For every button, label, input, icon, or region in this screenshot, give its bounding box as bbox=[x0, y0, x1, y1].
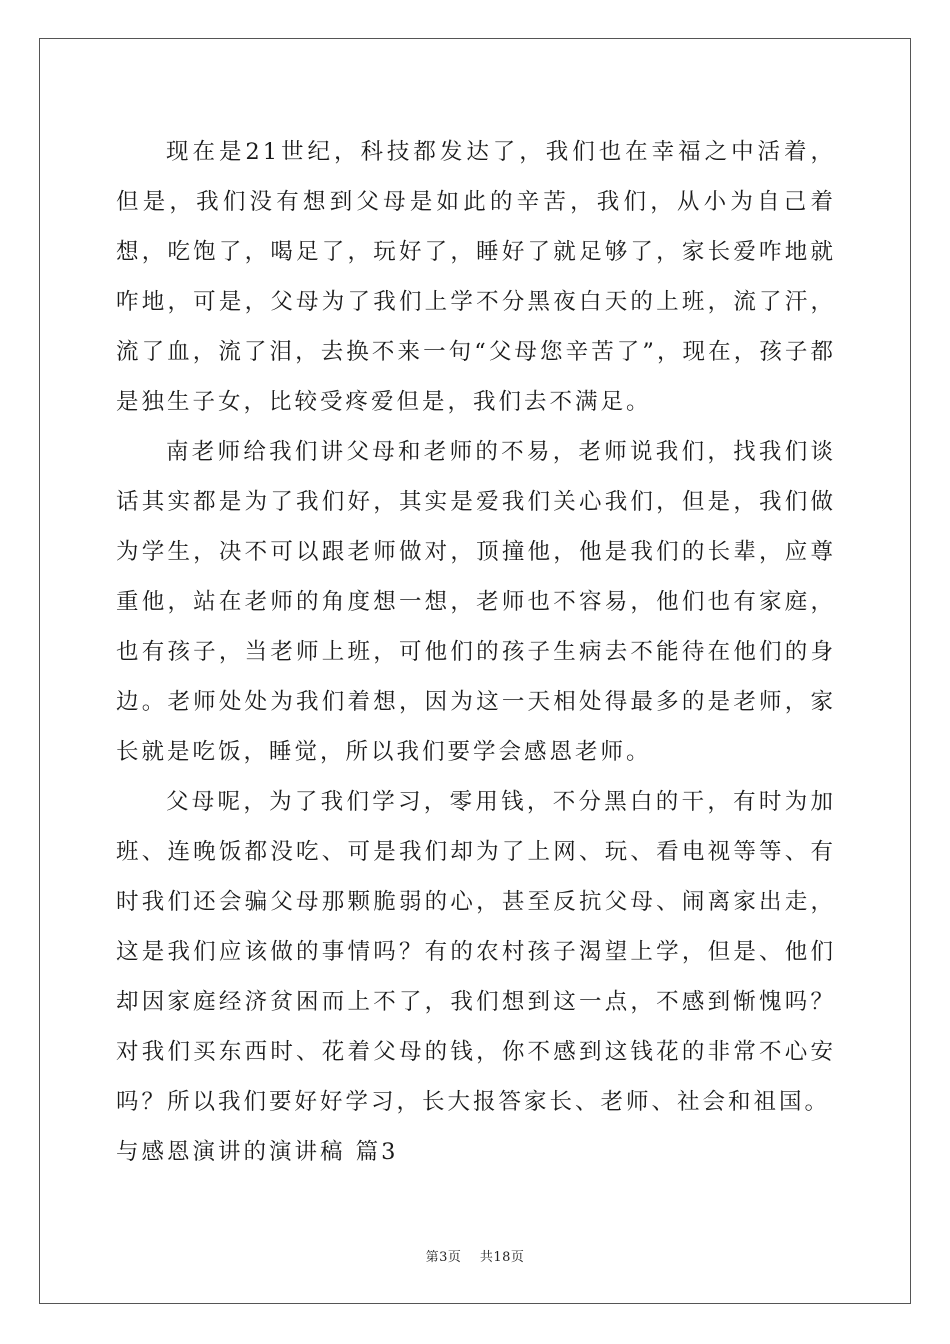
section-heading: 与感恩演讲的演讲稿 篇3 bbox=[116, 1139, 399, 1165]
page-number: 第3页 bbox=[425, 1250, 462, 1265]
page-footer bbox=[0, 1246, 950, 1265]
paragraph-3: 父母呢，为了我们学习，零用钱，不分黑白的干，有时为加班、连晚饭都没吃、可是我们却为了上网、玩、看电视等等、有时我们还会骗父母那颗脆弱的心，甚至反抗父母、闹离家出走，这是我们应该做的事情吗？有的农村孩子渴望上学，但是、他们却因家庭经济贫困而上不了，我们想到这一点，不感到惭愧吗？对我们买东西时、花着父母的钱，你不感到这钱花的非常不心安吗？所以我们要好好学习，长大报答家长、老师、社会和祖国。 bbox=[116, 789, 836, 1115]
total-pages: 共18页 bbox=[479, 1250, 525, 1265]
document-body bbox=[116, 127, 836, 1177]
paragraph-1: 现在是21世纪，科技都发达了，我们也在幸福之中活着，但是，我们没有想到父母是如此的辛苦，我们，从小为自己着想，吃饱了，喝足了，玩好了，睡好了就足够了，家长爱咋地就咋地，可是，父母为了我们上学不分黑夜白天的上班，流了汗，流了血，流了泪，去换不来一句“父母您辛苦了”，现在，孩子都是独生子女，比较受疼爱但是，我们去不满足。 bbox=[116, 139, 836, 415]
paragraph-2: 南老师给我们讲父母和老师的不易，老师说我们，找我们谈话其实都是为了我们好，其实是爱我们关心我们，但是，我们做为学生，决不可以跟老师做对，顶撞他，他是我们的长辈，应尊重他，站在老师的角度想一想，老师也不容易，他们也有家庭，也有孩子，当老师上班，可他们的孩子生病去不能待在他们的身边。老师处处为我们着想，因为这一天相处得最多的是老师，家长就是吃饭，睡觉，所以我们要学会感恩老师。 bbox=[116, 439, 836, 765]
